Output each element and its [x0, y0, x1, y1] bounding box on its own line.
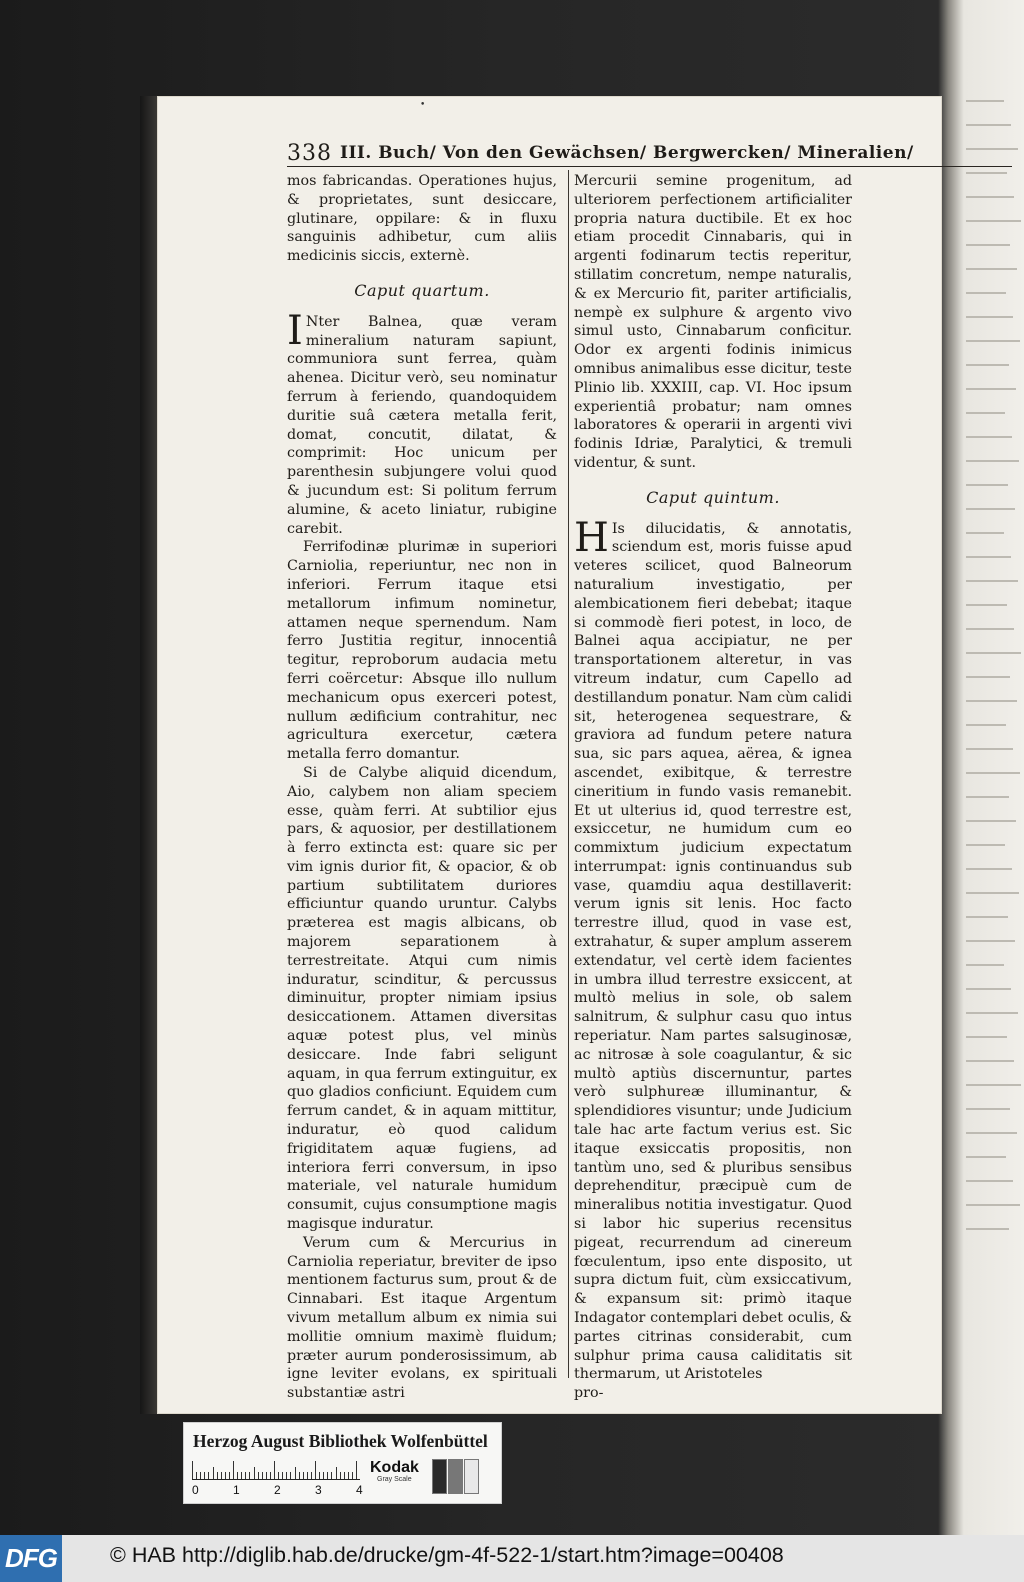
facing-page-text-line [966, 628, 1014, 630]
facing-page-text-line [966, 100, 1004, 102]
ruler-tick [352, 1472, 353, 1479]
ruler-tick [229, 1472, 230, 1479]
facing-page-text-line [966, 316, 1013, 318]
ruler-tick [274, 1461, 275, 1479]
ruler-tick [241, 1472, 242, 1479]
ruler-tick [344, 1472, 345, 1479]
ruler-tick [221, 1472, 222, 1479]
document-page [157, 96, 942, 1414]
facing-page-text-line [966, 1036, 1007, 1038]
facing-page-text-line [966, 772, 1020, 774]
facing-page-text-line [966, 1084, 1021, 1086]
paragraph: Mercurii semine progenitum, ad ulteriorem perfectionem artificialiter propria natura ductibile. Et ex hoc etiam procedit Cinnabaris, qui in argenti fodinarum tectis reperitur, stillatim concretum, nempe naturalis, & ex Mercurio fit, pariter artificialis, nempè ex sulphure & argento vivo simul usto, Cinnabarum conficitur. Odor ex argenti fodinis inimicus omnibus animalibus esse dicitur, teste Plinio lib. XXXIII, cap. VI. Hoc ipsum experientiâ probatur; nam omnes laboratores & operarii in argenti vivi fodinis Idriæ, Paralytici, & tremuli videntur, & sunt. [574, 173, 852, 471]
facing-page-text-line [966, 532, 1004, 534]
ruler-tick [303, 1472, 304, 1479]
ruler-tick [266, 1472, 267, 1479]
facing-page-text-line [966, 364, 1009, 366]
ruler-tick [196, 1472, 197, 1479]
drop-cap-letter: I [287, 307, 303, 354]
ruler-tick [233, 1461, 234, 1479]
facing-page-text-line [966, 1012, 1018, 1014]
gray-patch-light [464, 1459, 479, 1494]
page-gutter-shadow [140, 96, 158, 1414]
facing-page-text-line [966, 484, 1008, 486]
facing-page-text-line [966, 124, 1011, 126]
facing-page-text-line [966, 1132, 1017, 1134]
printer-mark: • [420, 100, 426, 110]
ruler-tick [204, 1472, 205, 1479]
facing-page-text-line [966, 1108, 1010, 1110]
ruler-tick [270, 1472, 271, 1479]
facing-page-text-line [966, 748, 1013, 750]
ruler-tick [290, 1472, 291, 1479]
facing-page-text-line [966, 964, 1004, 966]
facing-page-text-line [966, 988, 1011, 990]
ruler-number: 1 [233, 1483, 240, 1497]
ruler-tick [336, 1467, 337, 1479]
kodak-logo: Kodak [370, 1459, 419, 1476]
running-header [287, 136, 1012, 167]
ruler-tick [340, 1472, 341, 1479]
facing-page-text-line [966, 220, 1021, 222]
facing-page-text-line [966, 412, 1005, 414]
facing-page-text-line [966, 652, 1021, 654]
ruler-tick [348, 1472, 349, 1479]
paragraph: mos fabricandas. Operationes hujus, & proprietates, sunt desiccare, glutinare, oppilare: & in fluxu sanguinis adhibetur, cum aliis medicinis siccis, externè. [287, 173, 557, 265]
facing-page-text-line [966, 940, 1015, 942]
ruler-tick [249, 1472, 250, 1479]
drop-cap-letter: H [574, 514, 609, 561]
facing-page-text-line [966, 676, 1010, 678]
facing-page-text-line [966, 268, 1017, 270]
ruler-tick [311, 1472, 312, 1479]
ruler-tick [327, 1472, 328, 1479]
facing-page-text-line [966, 1204, 1020, 1206]
facing-page-text-line [966, 724, 1006, 726]
ruler-number: 3 [315, 1483, 322, 1497]
ruler-tick [258, 1472, 259, 1479]
facing-page-text-line [966, 796, 1009, 798]
facing-page-text-line [966, 1156, 1006, 1158]
gray-patch-mid [448, 1459, 463, 1494]
ruler-number: 0 [192, 1483, 199, 1497]
facing-page-text-line [966, 172, 1007, 174]
ruler-tick [331, 1472, 332, 1479]
ruler-tick [295, 1467, 296, 1479]
facing-page-text-line [966, 196, 1014, 198]
ruler-tick [217, 1472, 218, 1479]
ruler-tick [225, 1472, 226, 1479]
ruler-tick [200, 1472, 201, 1479]
gray-scale-label: Gray Scale [377, 1476, 412, 1483]
facing-page-text-line [966, 556, 1011, 558]
paragraph-text: Is dilucidatis, & annotatis, sciendum est, moris fuisse apud veteres scilicet, quod Balneorum naturalium investigatio, per alembicationem fieri debebat; itaque si commodè fieri potest, in loco, de Balnei aqua accipiatur, ne per transportationem alteretur, in vas vitreum indatur, cum Capello ad destillandum ponatur. Nam cùm calidi sit, heterogenea sequestrare, & graviora ad fundum petere natura sua, sic pars aquea, aërea, & ignea ascendet, exibitque, & terrestre cineritium in fundo vasis remanebit. Et ut ulterius id, quod terrestre est, exsiccetur, ne humidum cum eo commixtum judicium expectatum interrumpat: ignis continuandus sub vase, quamdiu aqua destillaverit: verum ignis sit lenis. Hoc facto terrestre illud, quod in vase est, extrahatur, & super amplum asserem extendatur, vel certè idem facientes in umbra illud terrestre exsiccent, at multò melius in sole, ob salem salnitrum, & sulphur casu quo intus reperiatur. Nam partes salsuginosæ, ac nitrosæ à sole coagulantur, & sic multò aptiùs discernuntur, partes verò sulphureæ illuminantur, & splendidiores visuntur; unde Judicium tale hac arte factum verius est. Sic itaque exsiccatis propositis, non tantùm uno, sed & pluribus sensibus deprehenditur, præcipuè cum de mineralibus notitia investigatur. Quod si labor hic superius recensitus pigeat, recurrendum ad cinereum fœculentum, ipso ente disposito, ut supra dictum fuit, cùm exsiccativum, & expansum sit: primò itaque Indagator contemplari debet oculis, & partes citrinas considerabit, cum sulphur prima causa caliditatis sit thermarum, ut Aristoteles [574, 520, 852, 1383]
facing-page-text-line [966, 388, 1016, 390]
ruler-tick [208, 1472, 209, 1479]
paragraph: Verum cum & Mercurius in Carniolia reperiatur, breviter de ipso mentionem facturus sum, prout & de Cinnabari. Est itaque Argentum vivum metallum album ex nimia sui mollitie omnium maximè fluidum; præter aurum ponderosissimum, ab igne leviter evolans, ex spirituali substantiæ astri [287, 1234, 557, 1402]
library-name: Herzog August Bibliothek Wolfenbüttel [193, 1431, 488, 1451]
facing-page-text-line [966, 1228, 1009, 1230]
facing-page-text-line [966, 1180, 1013, 1182]
facing-page-text-line [966, 508, 1015, 510]
ruler-tick [323, 1472, 324, 1479]
ruler-tick [254, 1467, 255, 1479]
ruler-tick [307, 1472, 308, 1479]
right-column [574, 172, 852, 1403]
facing-page-text-line [966, 340, 1020, 342]
running-title: III. Buch/ Von den Gewächsen/ Bergwercken/ Mineralien/ [340, 143, 914, 163]
facing-page-text-line [966, 916, 1008, 918]
paragraph: Si de Calybe aliquid dicendum, Aio, calybem non aliam speciem esse, quàm ferri. At subtilior ejus pars, & aquosior, per destillationem à ferro extincta est: quare sic per vim ignis durior fit, & opacior, & ob partium subtilitatem duriores efficiuntur quando uruntur. Calybs præterea est magis albicans, ob majorem separationem à terrestreitate. Atqui cum nimis induratur, scinditur, & percussus diminuitur, propter nimiam ipsius desiccationem. Attamen diversitas aquæ potest plus, vel minùs desiccare. Inde fabri seligunt aquam, in qua ferrum extinguitur, ex quo gladios conficiunt. Equidem cum ferrum candet, & in aquam mittitur, induratur, eò quod calidum frigiditatem aquæ fugiens, ad interiora ferri conversum, in ipso materiale, vel naturale humidum consumit, cujus consumptione magis magisque induratur. [287, 764, 557, 1233]
facing-page-text-line [966, 868, 1012, 870]
paragraph: Ferrifodinæ plurimæ in superiori Carniolia, reperiuntur, nec non in inferiori. Ferrum itaque etsi metallorum infimum nominetur, attamen neque spernendum. Nam ferro Justitia regitur, innocentiâ tegitur, reproborum audacia metu ferri coërcetur: Absque illo nullum mechanicum opus exerceri potest, nullum ædificium contrahitur, nec agricultura exercetur, cætera metalla ferro domantur. [287, 539, 557, 763]
facing-page-text-line [966, 1060, 1014, 1062]
chapter-heading: Caput quintum. [646, 487, 780, 507]
page-number: 338 [287, 141, 332, 166]
facing-page-text-line [966, 460, 1019, 462]
paragraph-text: Nter Balnea, quæ veram mineralium naturam sapiunt, communiora sunt ferrea, quàm ahenea. Dicitur verò, seu nominatur ferrum à feriendo, quandoquidem duritie suâ cætera metalla ferit, domat, concutit, dilatat, & comprimit: Hoc unicum per parenthesin subjungere volui quod & jucundum est: Si politum ferrum alumine, & aceto liniatur, rubigine carebit. [287, 313, 557, 537]
ruler-tick [299, 1472, 300, 1479]
catchword: pro- [574, 1385, 604, 1402]
ruler-tick [356, 1461, 357, 1479]
ruler-tick [278, 1472, 279, 1479]
facing-page-text-line [966, 892, 1019, 894]
facing-page-text-line [966, 700, 1017, 702]
footer-copyright-url[interactable]: © HAB http://diglib.hab.de/drucke/gm-4f-522-1/start.htm?image=00408 [110, 1543, 784, 1567]
facing-page-text-line [966, 820, 1016, 822]
scale-ruler [192, 1459, 360, 1480]
ruler-number: 2 [274, 1483, 281, 1497]
chapter-heading: Caput quartum. [354, 280, 490, 300]
facing-page-text-line [966, 292, 1006, 294]
ruler-tick [192, 1461, 193, 1479]
library-color-card [183, 1422, 502, 1504]
paragraph-dropcap [574, 514, 852, 1385]
gray-patch-dark [432, 1459, 447, 1494]
ruler-tick [315, 1461, 316, 1479]
facing-page-text-line [966, 580, 1018, 582]
ruler-tick [262, 1472, 263, 1479]
ruler-tick [237, 1472, 238, 1479]
ruler-tick [319, 1472, 320, 1479]
paragraph-dropcap [287, 307, 557, 539]
ruler-tick [282, 1472, 283, 1479]
facing-page-text-line [966, 436, 1012, 438]
column-rule [568, 170, 569, 1378]
left-column [287, 172, 557, 1403]
facing-page-edge [938, 0, 1024, 1535]
facing-page-text-line [966, 604, 1007, 606]
facing-page-text-line [966, 844, 1005, 846]
dfg-logo: DFG [0, 1535, 62, 1582]
facing-page-text-line [966, 244, 1010, 246]
ruler-number: 4 [356, 1483, 363, 1497]
ruler-tick [286, 1472, 287, 1479]
ruler-tick [245, 1472, 246, 1479]
ruler-tick [213, 1467, 214, 1479]
